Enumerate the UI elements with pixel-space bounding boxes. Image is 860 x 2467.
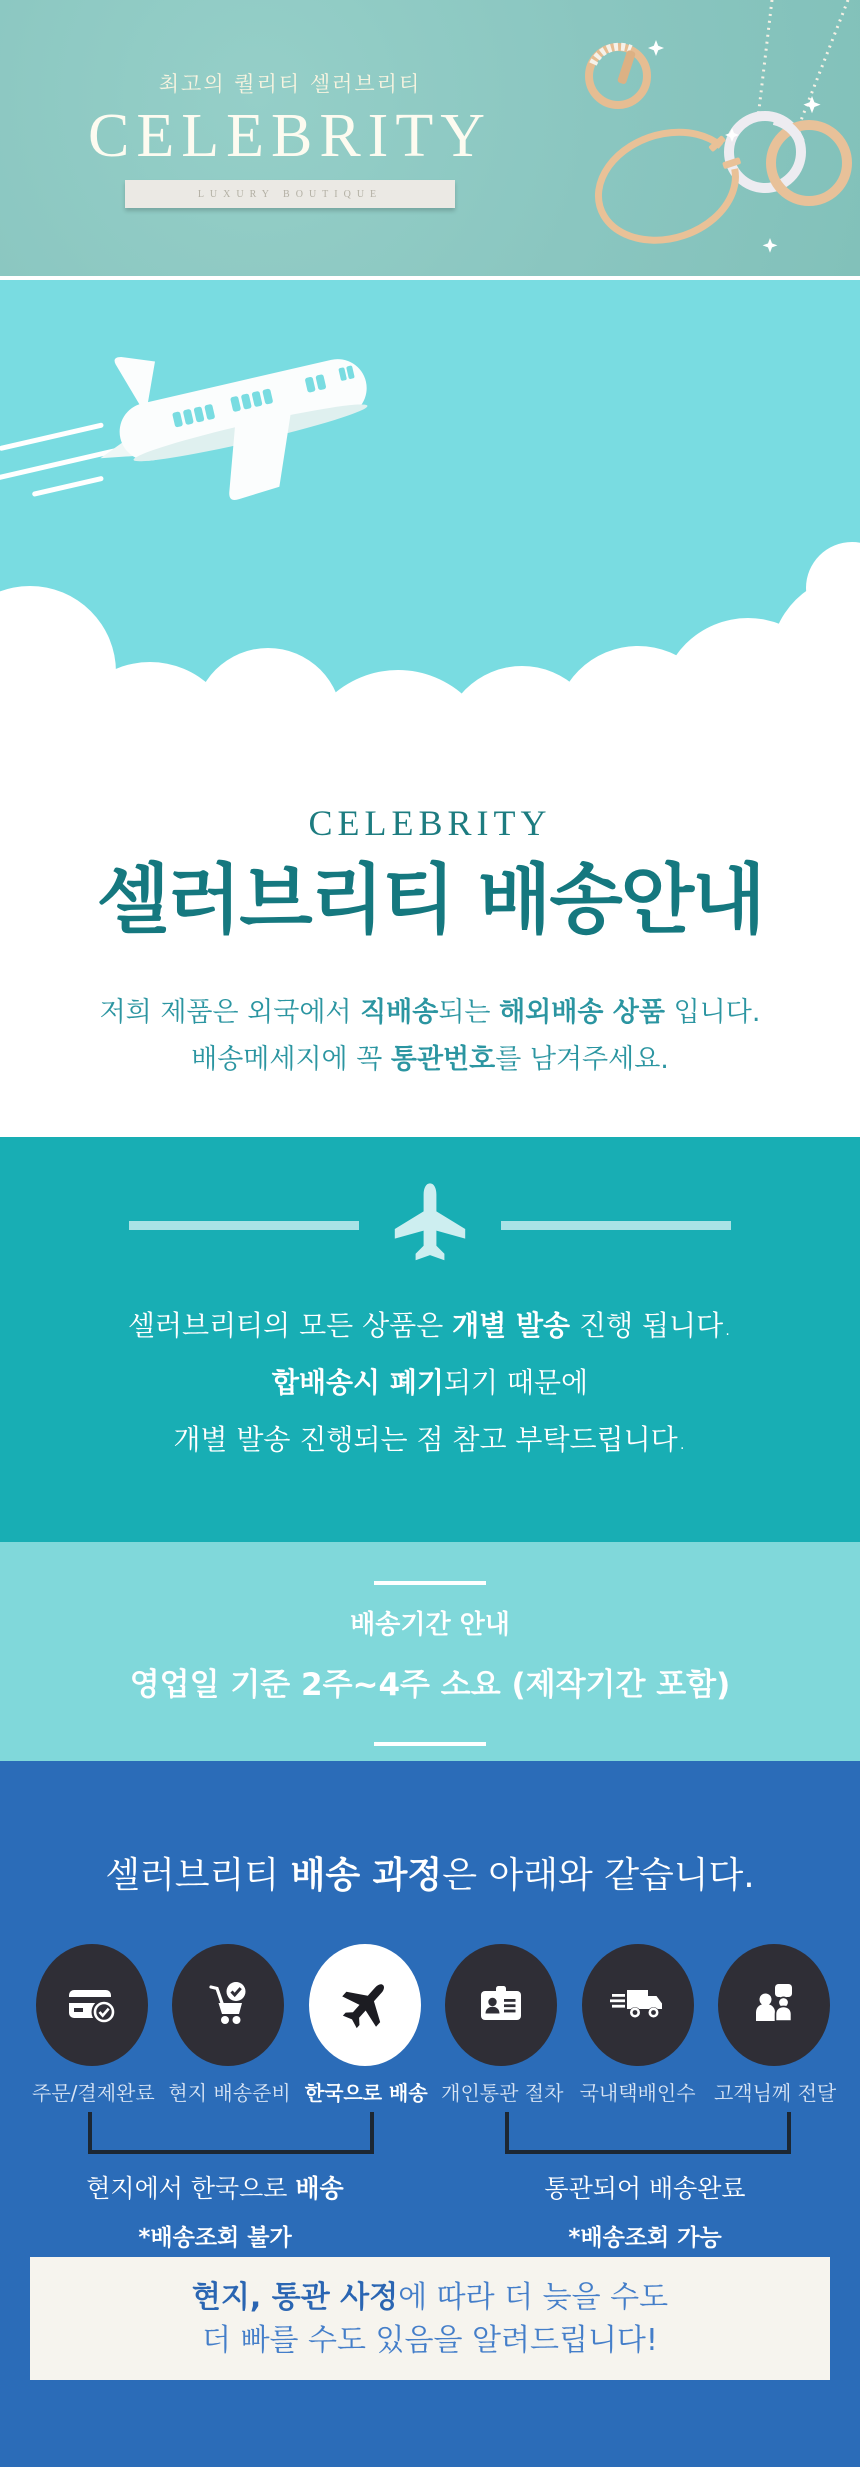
process-title: 셀러브리티 배송 과정은 아래와 같습니다. — [105, 1855, 755, 1896]
shipping-line-1: 셀러브리티의 모든 상품은 개별 발송 진행 됩니다. — [127, 1309, 733, 1342]
notice-line-2: 더 빠를 수도 있음을 알려드립니다! — [202, 2322, 658, 2358]
process-steps — [0, 1944, 860, 2106]
bracket-customs-complete — [505, 2112, 791, 2154]
step-label: 고객님께 전달 — [713, 2081, 837, 2105]
boutique-ribbon — [125, 180, 455, 208]
individual-shipping-section — [0, 1137, 860, 1542]
individual-shipping-text — [0, 1297, 860, 1468]
step-label: 개인통관 절차 — [441, 2081, 564, 2105]
group-left-note: *배송조회 불가 — [138, 2225, 292, 2251]
clouds — [0, 542, 860, 730]
page-title: 셀러브리티 배송안내 — [96, 855, 764, 944]
step-order-payment — [32, 1944, 155, 2106]
brand-tagline: 최고의 퀄리티 셀러브리티 — [158, 72, 422, 96]
hero-sky-section — [0, 280, 860, 730]
group-right-note: *배송조회 가능 — [568, 2225, 722, 2251]
group-right — [430, 2169, 860, 2252]
bracket-local-to-korea — [88, 2112, 374, 2154]
step-label: 한국으로 배송 — [304, 2081, 428, 2105]
airplane-illustration — [0, 280, 860, 730]
airplane-icon — [309, 1944, 421, 2066]
step-label: 주문/결제완료 — [32, 2081, 155, 2105]
notice-line-1: 현지, 통관 사정에 따라 더 늦을 수도 — [191, 2279, 669, 2315]
brand-logo-text: CELEBRITY — [88, 102, 492, 170]
intro-brand-text: CELEBRITY — [308, 803, 552, 843]
id-card-icon — [445, 1944, 557, 2066]
step-deliver-customer — [713, 1944, 837, 2106]
period-detail: 영업일 기준 2주~4주 소요 (제작기간 포함) — [129, 1667, 731, 1703]
brand-block — [30, 0, 550, 208]
divider-top — [374, 1581, 486, 1585]
step-label: 국내택배인수 — [579, 2081, 696, 2105]
step-ship-to-korea — [304, 1944, 428, 2106]
step-domestic-courier — [578, 1944, 698, 2106]
credit-card-icon — [36, 1944, 148, 2066]
period-title: 배송기간 안내 — [350, 1610, 510, 1640]
shipping-period-section — [0, 1542, 860, 1761]
intro-line-2: 배송메세지에 꼭 통관번호를 남겨주세요. — [191, 1043, 669, 1075]
plane-divider — [0, 1137, 860, 1275]
step-local-prepare — [168, 1944, 291, 2106]
divider-line-right — [501, 1221, 731, 1230]
divider-bottom — [374, 1742, 486, 1746]
process-group-labels — [0, 2169, 860, 2252]
shipping-process-section — [0, 1761, 860, 2467]
intro-line-1: 저희 제품은 외국에서 직배송되는 해외배송 상품 입니다. — [99, 996, 761, 1028]
shipping-line-2: 합배송시 폐기되기 때문에 — [271, 1366, 589, 1399]
customer-talk-icon — [718, 1944, 830, 2066]
step-customs — [441, 1944, 564, 2106]
group-left — [0, 2169, 430, 2252]
group-right-label: 통관되어 배송완료 — [544, 2174, 746, 2203]
cart-check-icon — [172, 1944, 284, 2066]
shipping-line-3: 개별 발송 진행되는 점 참고 부탁드립니다. — [173, 1423, 687, 1456]
notice-box — [30, 2257, 830, 2380]
step-label: 현지 배송준비 — [168, 2081, 291, 2105]
boutique-label: LUXURY BOUTIQUE — [197, 188, 383, 200]
delivery-truck-icon — [582, 1944, 694, 2066]
header-banner — [0, 0, 860, 276]
divider-line-left — [129, 1221, 359, 1230]
jewelry-image — [560, 0, 860, 260]
intro-description — [0, 989, 860, 1083]
plane-up-icon — [382, 1175, 478, 1275]
group-left-label: 현지에서 한국으로 배송 — [86, 2174, 344, 2203]
intro-section — [0, 730, 860, 1137]
